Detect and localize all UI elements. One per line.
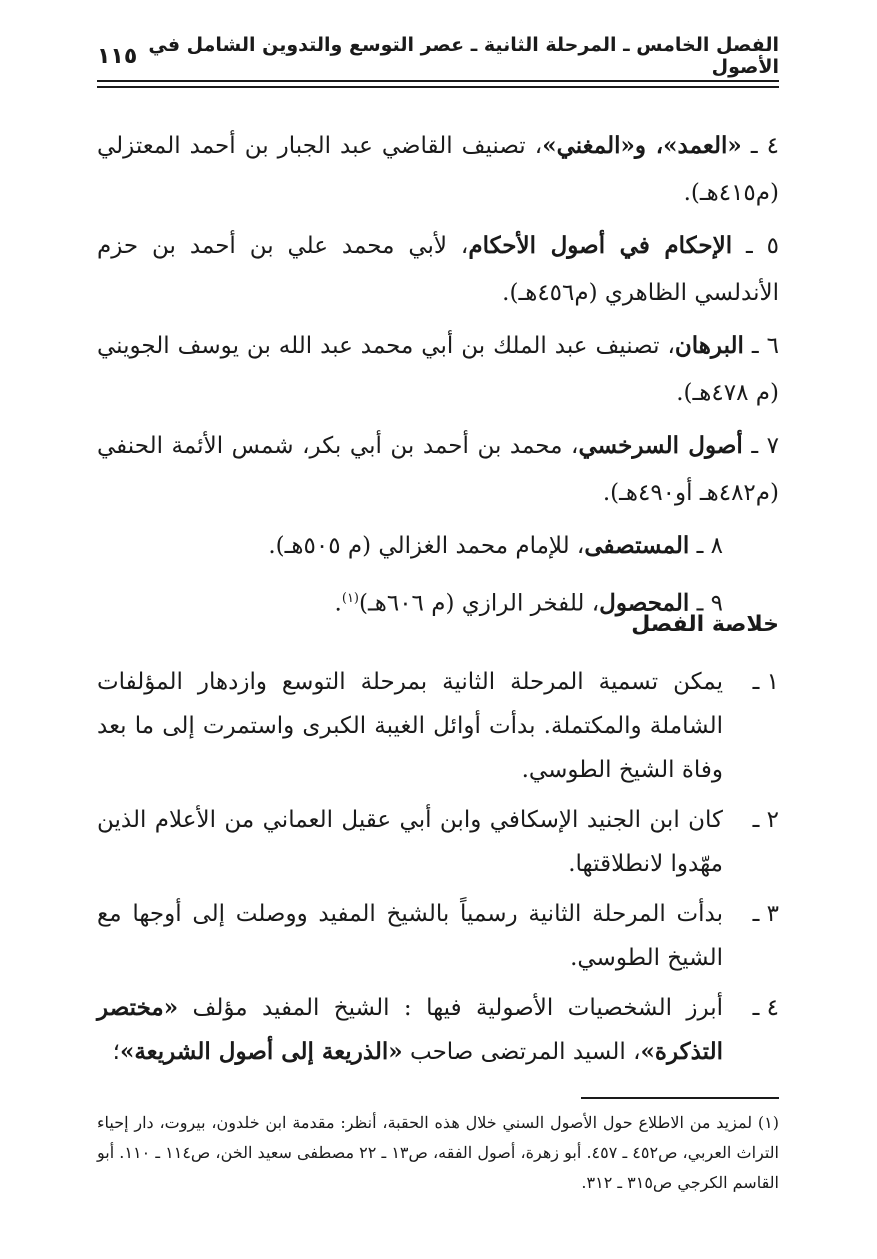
summary-text: كان ابن الجنيد الإسكافي وابن أبي عقيل العماني من الأعلام الذين مهّدوا لانطلاقتها. xyxy=(97,807,723,877)
summary-number: ٢ ـ xyxy=(752,807,779,833)
book-title: «مختصر التذكرة» xyxy=(97,994,723,1065)
entry-number: ٨ ـ xyxy=(696,533,723,559)
footnote-text: لمزيد من الاطلاع حول الأصول السني خلال هذه الحقبة، أنظر: مقدمة ابن خلدون، بيروت، دار إحياء التراث العربي، ص٤٥٢ ـ ٤٥٧. أبو زهرة، أصول الفقه، ص١٣ ـ ٢٢ مصطفى سعيد الخن، ص١١٤ ـ ١١٠. أبو القاسم الكرجي ص٣١٥ ـ ٣١٢. xyxy=(97,1113,779,1192)
footnote-rule xyxy=(581,1097,779,1099)
header-title: الفصل الخامس ـ المرحلة الثانية ـ عصر التوسع والتدوين الشامل في الأصول xyxy=(148,34,779,78)
summary-number: ٤ ـ xyxy=(752,995,779,1021)
footnote xyxy=(97,1108,779,1198)
footnote-ref[interactable]: (١) xyxy=(341,591,359,606)
summary-text-part: ، السيد المرتضى صاحب xyxy=(402,1039,641,1065)
book-entry xyxy=(97,122,779,217)
footnote-number: (١) xyxy=(757,1113,779,1132)
summary-list xyxy=(97,660,779,1080)
entry-number: ٦ ـ xyxy=(751,333,779,359)
summary-number: ٣ ـ xyxy=(752,901,779,927)
entry-details: ، للإمام محمد الغزالي (م ٥٠٥هـ). xyxy=(268,533,585,559)
entry-number: ٥ ـ xyxy=(746,233,779,259)
entry-title: «العمد»، و«المغني» xyxy=(542,132,742,159)
entry-title: المحصول xyxy=(599,589,690,617)
summary-number: ١ ـ xyxy=(752,669,779,695)
page-number: ١١٥ xyxy=(97,43,138,69)
entry-details: ، محمد بن أحمد بن أبي بكر، شمس الأئمة الحنفي (م٤٨٢هـ أو٤٩٠هـ). xyxy=(97,433,779,506)
entry-details: ، تصنيف القاضي عبد الجبار بن أحمد المعتزلي (م٤١٥هـ). xyxy=(97,133,779,206)
entry-title: أصول السرخسي xyxy=(578,432,743,459)
book-entry xyxy=(97,422,779,517)
entry-end: . xyxy=(334,590,342,617)
entry-details: ، لأبي محمد علي بن أحمد بن حزم الأندلسي الظاهري (م٤٥٦هـ). xyxy=(97,233,779,306)
book-entry xyxy=(97,222,779,317)
book-entry xyxy=(97,322,779,417)
book-entry xyxy=(97,522,779,570)
entry-title: الإحكام في أصول الأحكام xyxy=(468,232,733,259)
summary-text-part: أبرز الشخصيات الأصولية فيها : الشيخ المفيد مؤلف xyxy=(178,995,723,1021)
header-rule-thin xyxy=(97,80,779,82)
summary-text xyxy=(97,986,723,1074)
book-title: «الذريعة إلى أصول الشريعة» xyxy=(119,1038,403,1065)
entry-number: ٤ ـ xyxy=(750,133,779,159)
entry-title: البرهان xyxy=(674,332,744,359)
book-list xyxy=(97,122,779,633)
summary-item xyxy=(97,986,779,1074)
header-rule-thick xyxy=(97,86,779,88)
entry-title: المستصفى xyxy=(584,532,690,559)
entry-details: ، تصنيف عبد الملك بن أبي محمد عبد الله بن يوسف الجويني (م ٤٧٨هـ). xyxy=(97,333,779,406)
summary-text: بدأت المرحلة الثانية رسمياً بالشيخ المفيد ووصلت إلى أوجها مع الشيخ الطوسي. xyxy=(97,901,723,971)
summary-item xyxy=(97,660,779,792)
summary-text: يمكن تسمية المرحلة الثانية بمرحلة التوسع وازدهار المؤلفات الشاملة والمكتملة. بدأت أوائل الغيبة الكبرى واستمرت إلى ما بعد وفاة الشيخ الطوسي. xyxy=(97,669,723,783)
entry-number: ٧ ـ xyxy=(751,433,779,459)
summary-item xyxy=(97,892,779,980)
section-heading: خلاصة الفصل xyxy=(631,612,779,637)
entry-number: ٩ ـ xyxy=(696,590,723,617)
summary-text-part: ؛ xyxy=(112,1039,120,1065)
summary-item xyxy=(97,798,779,886)
running-header xyxy=(97,36,779,76)
entry-details: ، للفخر الرازي (م ٦٠٦هـ) xyxy=(359,590,600,617)
